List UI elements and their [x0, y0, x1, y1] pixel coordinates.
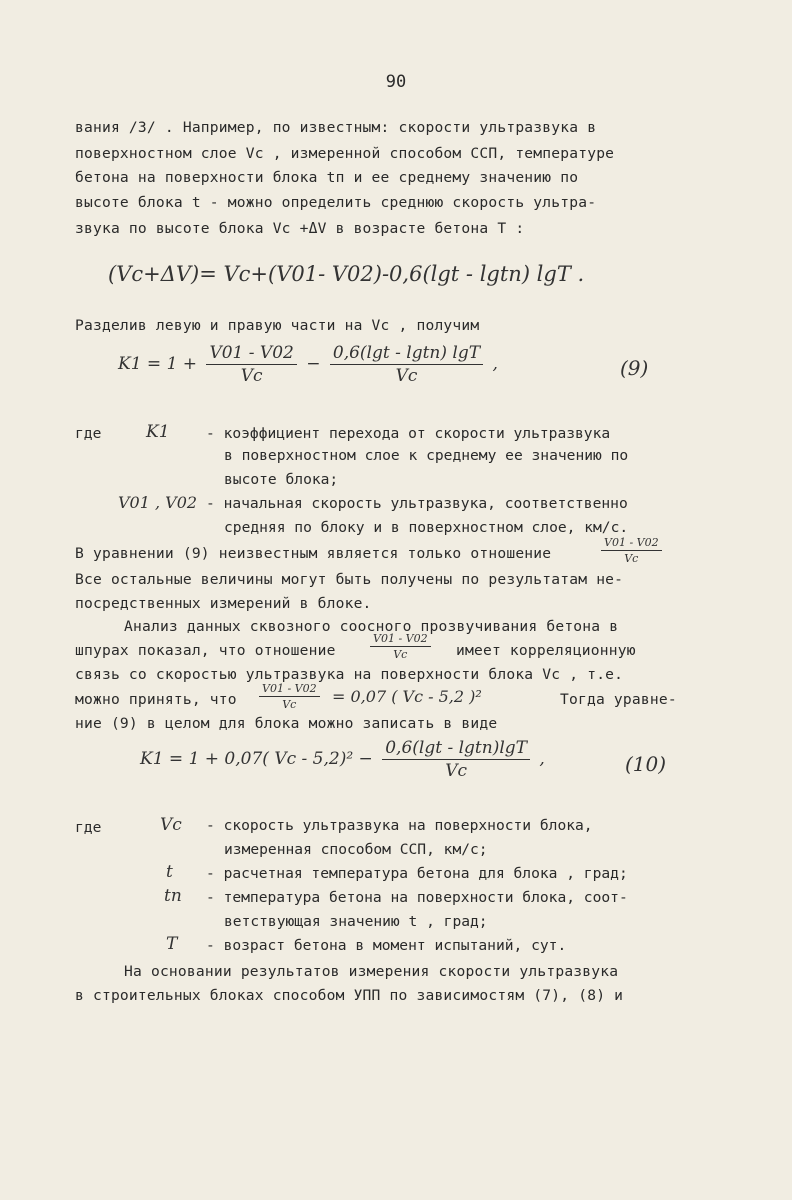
- equation-number-9: (9): [620, 356, 649, 380]
- formula-9-fraction-1-numerator: V01 - V02: [206, 343, 296, 365]
- legend-2-symbol-T: T: [166, 934, 178, 954]
- formula-9-minus: −: [306, 354, 321, 374]
- intro-line: Разделив левую и правую части на Vс , получим: [75, 317, 480, 334]
- legend-2-t-line-1: - расчетная температура бетона для блока , град;: [206, 865, 628, 882]
- formula-8: (Vс+ΔV)= Vс+(V01- V02)-0,6(lgt - lgtп) lgT .: [108, 262, 585, 286]
- legend-1-k-line-3: высоте блока;: [224, 471, 339, 488]
- formula-10-numerator: 0,6(lgt - lgtп)lgT: [382, 738, 530, 760]
- legend-2-T-line-1: - возраст бетона в момент испытаний, сут.: [206, 937, 567, 954]
- paragraph2-line-2: Все остальные величины могут быть получены по результатам не-: [75, 571, 624, 588]
- paragraph1-line-5: звука по высоте блока Vс +ΔV в возрасте бетона Т :: [75, 220, 525, 237]
- paragraph2-line-3: посредственных измерений в блоке.: [75, 595, 372, 612]
- paragraph3-ratio-2-fraction: [259, 682, 320, 711]
- formula-9-lhs: K1 = 1 +: [118, 354, 198, 374]
- formula-10-comma: ,: [539, 749, 545, 769]
- paragraph3-line-4a: можно принять, что: [75, 691, 237, 708]
- paragraph2-ratio: [597, 536, 666, 565]
- legend-1-where: где: [75, 425, 102, 442]
- legend-1-k-line-1: - коэффициент перехода от скорости ультразвука: [206, 425, 611, 442]
- equation-number-10: (10): [625, 752, 667, 776]
- legend-2-symbol-vc: Vс: [160, 815, 182, 835]
- formula-9-comma: ,: [492, 354, 498, 374]
- legend-2-symbol-tp: tп: [164, 886, 182, 906]
- formula-9: [118, 343, 498, 386]
- legend-1-k-line-2: в поверхностном слое к среднему ее значению по: [224, 447, 629, 464]
- legend-2-tp-line-2: ветствующая значению t , град;: [224, 913, 488, 930]
- legend-1-k-symbol: K1: [146, 422, 170, 442]
- paragraph3-ratio: [366, 632, 435, 661]
- paragraph3-ratio-numerator: V01 - V02: [370, 632, 431, 647]
- paragraph3-line-4b: Тогда уравне-: [560, 691, 677, 708]
- paragraph1-line-1: вания /3/ . Например, по известным: скорости ультразвука в: [75, 119, 597, 136]
- paragraph2-ratio-denominator: Vс: [624, 552, 639, 565]
- paragraph3-line-3: связь со скоростью ультразвука на поверхности блока Vс , т.е.: [75, 666, 624, 683]
- legend-2-tp-line-1: - температура бетона на поверхности блока, соот-: [206, 889, 628, 906]
- formula-10: [140, 738, 545, 781]
- legend-1-v-line-2: средняя по блоку и в поверхностном слое, км/с.: [224, 519, 629, 536]
- formula-9-fraction-1: [206, 343, 296, 386]
- paragraph3-line-2a: шпурах показал, что отношение: [75, 642, 336, 659]
- paragraph1-line-2: поверхностном слое Vс , измеренной способом ССП, температуре: [75, 145, 615, 162]
- formula-9-fraction-2: [330, 343, 483, 386]
- page-number: 90: [385, 72, 407, 92]
- legend-1-v-symbol: V01 , V02: [118, 493, 198, 512]
- legend-2-vc-line-1: - скорость ультразвука на поверхности блока,: [206, 817, 593, 834]
- paragraph1-line-4: высоте блока t - можно определить среднюю скорость ультра-: [75, 194, 597, 211]
- paragraph3-inline-formula: = 0,07 ( Vс - 5,2 )²: [332, 687, 482, 706]
- formula-10-fraction: [382, 738, 530, 781]
- paragraph3-ratio-denominator: Vс: [393, 648, 408, 661]
- paragraph2-line-1: В уравнении (9) неизвестным является только отношение: [75, 545, 552, 562]
- legend-2-symbol-t: t: [166, 862, 173, 882]
- paragraph3-line-1: Анализ данных сквозного соосного прозвучивания бетона в: [124, 618, 619, 635]
- paragraph3-line-5: ние (9) в целом для блока можно записать в виде: [75, 715, 498, 732]
- formula-10-denominator: Vс: [445, 761, 467, 781]
- formula-10-lhs: K1 = 1 + 0,07( Vс - 5,2)² −: [140, 749, 373, 769]
- legend-1-v-line-1: - начальная скорость ультразвука, соответственно: [206, 495, 628, 512]
- legend-2-vc-line-2: измеренная способом ССП, км/с;: [224, 841, 488, 858]
- paragraph4-line-2: в строительных блоках способом УПП по зависимостям (7), (8) и: [75, 987, 624, 1004]
- paragraph3-ratio-2-numerator: V01 - V02: [259, 682, 320, 697]
- paragraph3-ratio-2: [255, 682, 324, 711]
- paragraph3-ratio-fraction: [370, 632, 431, 661]
- paragraph3-ratio-2-denominator: Vс: [282, 698, 297, 711]
- legend-2-where: где: [75, 819, 102, 836]
- paragraph3-line-2b: имеет корреляционную: [456, 642, 636, 659]
- formula-9-fraction-1-denominator: Vс: [240, 366, 263, 386]
- formula-9-fraction-2-numerator: 0,6(lgt - lgtп) lgT: [330, 343, 483, 365]
- paragraph2-ratio-numerator: V01 - V02: [601, 536, 662, 551]
- paragraph1-line-3: бетона на поверхности блока tп и ее среднему значению по: [75, 169, 579, 186]
- paragraph4-line-1: На основании результатов измерения скорости ультразвука: [124, 963, 619, 980]
- formula-9-fraction-2-denominator: Vс: [395, 366, 418, 386]
- paragraph2-ratio-fraction: [601, 536, 662, 565]
